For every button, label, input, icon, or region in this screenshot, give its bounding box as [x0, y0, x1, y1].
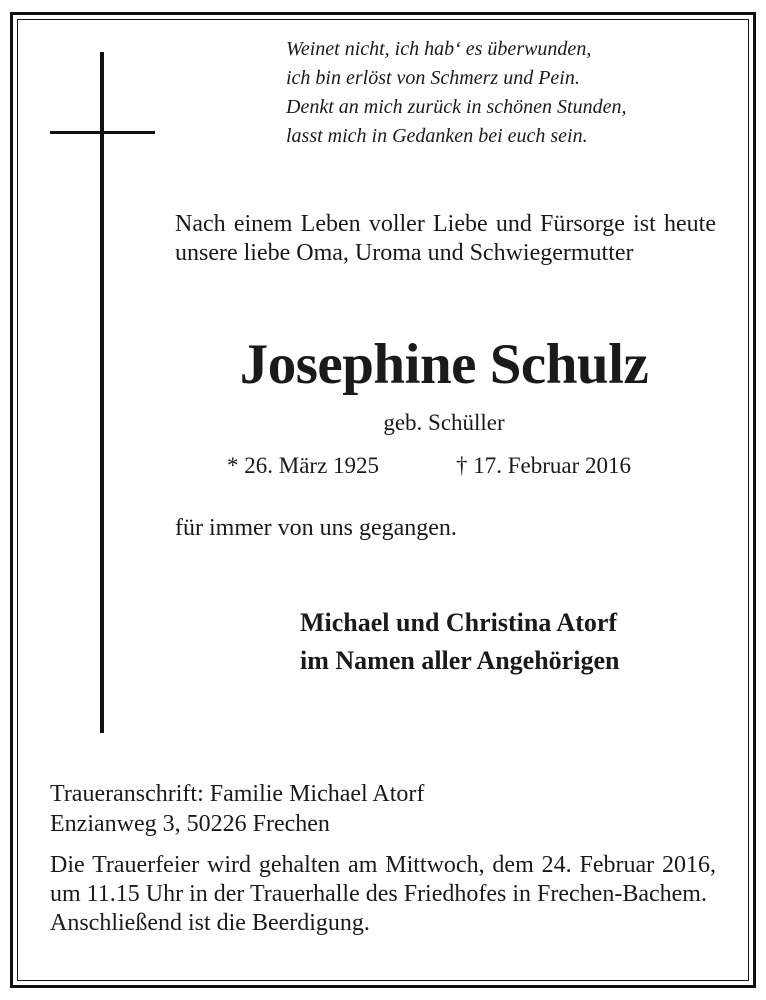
poem-line: Denkt an mich zurück in schönen Stunden,: [286, 96, 627, 118]
intro-text: Nach einem Leben voller Liebe und Fürsorge ist heute unsere liebe Oma, Uroma und Schwiegermutter: [175, 211, 716, 266]
address-line: Enzianweg 3, 50226 Frechen: [50, 811, 330, 837]
poem-line: lasst mich in Gedanken bei euch sein.: [286, 125, 588, 147]
maiden-name: geb. Schüller: [383, 410, 505, 435]
birth-date: * 26. März 1925: [227, 453, 380, 478]
service-info: [50, 851, 716, 938]
poem-line: ich bin erlöst von Schmerz und Pein.: [286, 67, 580, 89]
burial-text: Anschließend ist die Beerdigung.: [50, 910, 370, 936]
death-date: † 17. Februar 2016: [456, 453, 632, 478]
signer-line: Michael und Christina Atorf: [300, 608, 618, 637]
closing-phrase: für immer von uns gegangen.: [175, 515, 457, 541]
deceased-name: Josephine Schulz: [239, 333, 649, 396]
poem-line: Weinet nicht, ich hab‘ es überwunden,: [286, 38, 592, 60]
service-text: Die Trauerfeier wird gehalten am Mittwoch, dem 24. Februar 2016, um 11.15 Uhr in der Trauerhalle des Friedhofes in Frechen-Bachem.: [50, 852, 716, 907]
signer-line: im Namen aller Angehörigen: [300, 646, 620, 675]
address-line: Traueranschrift: Familie Michael Atorf: [50, 781, 425, 807]
poem: [286, 35, 746, 151]
signers: [300, 604, 619, 680]
cross-horizontal-bar: [50, 131, 155, 134]
mourning-address: [50, 779, 424, 839]
